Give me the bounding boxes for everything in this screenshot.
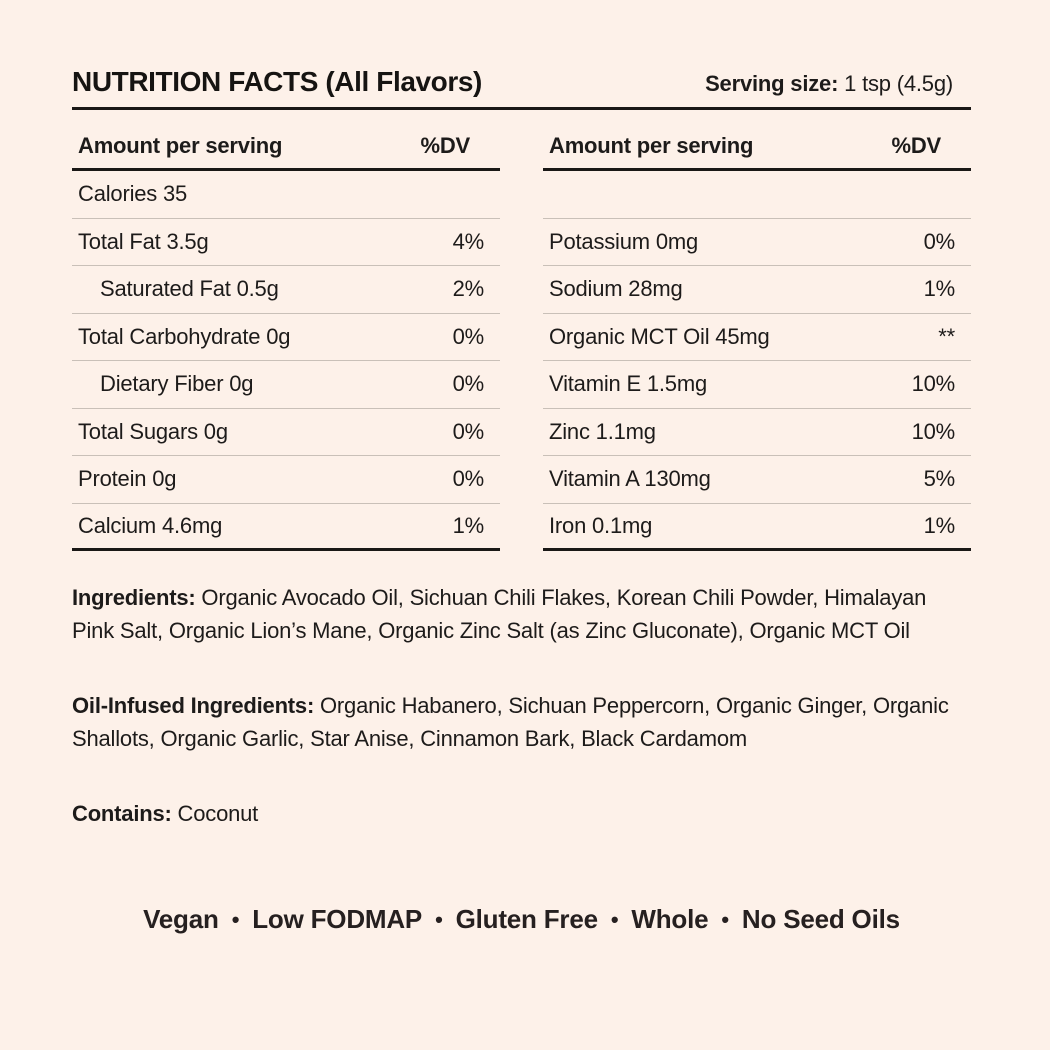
column-header-dv: %DV xyxy=(420,133,470,158)
row-label: Saturated Fat 0.5g xyxy=(100,276,279,302)
row-label: Protein 0g xyxy=(78,466,177,492)
badge-whole: Whole xyxy=(631,904,709,934)
table-row-iron xyxy=(543,504,971,552)
table-header-right xyxy=(543,110,971,171)
oil-infused-label: Oil-Infused Ingredients: xyxy=(72,693,315,718)
column-header-amount: Amount per serving xyxy=(549,133,754,158)
contains-label: Contains: xyxy=(72,801,172,826)
row-label: Total Fat 3.5g xyxy=(78,228,209,254)
column-header-dv: %DV xyxy=(891,133,941,158)
row-dv-value: 5% xyxy=(923,466,955,492)
table-row-calories xyxy=(72,171,500,219)
ingredients-text: Organic Avocado Oil, Sichuan Chili Flakes, Korean Chili Powder, Himalayan Pink Salt, Organic Lion’s Mane, Organic Zinc Salt (as Zinc Gluconate), Organic MCT Oil xyxy=(72,585,927,643)
oil-infused-text: Organic Habanero, Sichuan Peppercorn, Organic Ginger, Organic Shallots, Organic Garlic, Star Anise, Cinnamon Bark, Black Cardamom xyxy=(72,693,949,751)
table-row-calcium xyxy=(72,504,500,552)
row-label: Vitamin A 130mg xyxy=(549,466,711,492)
table-row-empty xyxy=(543,171,971,219)
badge-separator: • xyxy=(610,907,619,932)
row-label: Potassium 0mg xyxy=(549,228,699,254)
serving-size xyxy=(705,71,971,97)
row-label: Sodium 28mg xyxy=(549,276,683,302)
table-header-left xyxy=(72,110,500,171)
row-dv-value: ** xyxy=(938,323,955,349)
table-row-protein xyxy=(72,456,500,504)
label-header xyxy=(72,0,971,110)
table-row-saturated-fat xyxy=(72,266,500,314)
row-dv-value: 10% xyxy=(911,371,955,397)
nutrition-tables xyxy=(72,110,971,551)
row-dv-value: 4% xyxy=(452,228,484,254)
row-dv-value: 1% xyxy=(923,512,955,538)
badge-separator: • xyxy=(231,907,240,932)
row-dv-value: 0% xyxy=(452,466,484,492)
table-row-vitamin-a xyxy=(543,456,971,504)
table-row-potassium xyxy=(543,219,971,267)
row-label: Calories 35 xyxy=(78,181,188,207)
badge-vegan: Vegan xyxy=(143,904,219,934)
row-label: Iron 0.1mg xyxy=(549,512,653,538)
table-row-total-sugars xyxy=(72,409,500,457)
oil-infused-section xyxy=(72,689,971,755)
table-row-dietary-fiber xyxy=(72,361,500,409)
badges-bar xyxy=(72,904,971,935)
badge-separator: • xyxy=(435,907,443,932)
table-row-mct-oil xyxy=(543,314,971,362)
badge-separator: • xyxy=(721,907,729,932)
row-dv-value: 10% xyxy=(911,418,955,444)
column-header-amount: Amount per serving xyxy=(78,133,283,158)
serving-size-label: Serving size: xyxy=(705,71,839,96)
page-title: NUTRITION FACTS (All Flavors) xyxy=(72,66,482,97)
badge-gluten-free: Gluten Free xyxy=(455,904,598,934)
contains-text: Coconut xyxy=(171,801,259,826)
row-dv-value: 1% xyxy=(923,276,955,302)
serving-size-value: 1 tsp (4.5g) xyxy=(838,71,953,96)
table-row-vitamin-e xyxy=(543,361,971,409)
table-row-total-carbohydrate xyxy=(72,314,500,362)
row-label: Calcium 4.6mg xyxy=(78,512,223,538)
nutrition-table-left xyxy=(72,110,500,551)
nutrition-label xyxy=(72,0,971,935)
badge-low-fodmap: Low FODMAP xyxy=(252,904,423,934)
row-dv-value: 2% xyxy=(452,276,484,302)
table-row-zinc xyxy=(543,409,971,457)
ingredients-section xyxy=(72,581,971,647)
nutrition-table-right xyxy=(543,110,971,551)
row-dv-value: 0% xyxy=(452,371,484,397)
table-row-sodium xyxy=(543,266,971,314)
table-row-total-fat xyxy=(72,219,500,267)
row-dv-value: 1% xyxy=(452,512,484,538)
row-dv-value: 0% xyxy=(923,228,955,254)
row-label: Dietary Fiber 0g xyxy=(100,371,254,397)
row-dv-value: 0% xyxy=(452,323,484,349)
row-label: Organic MCT Oil 45mg xyxy=(549,323,770,349)
row-label: Total Carbohydrate 0g xyxy=(78,323,291,349)
ingredients-label: Ingredients: xyxy=(72,585,196,610)
row-label: Zinc 1.1mg xyxy=(549,418,656,444)
badge-no-seed-oils: No Seed Oils xyxy=(741,904,900,934)
row-label: Total Sugars 0g xyxy=(78,418,228,444)
row-label: Vitamin E 1.5mg xyxy=(549,371,708,397)
contains-section xyxy=(72,797,971,830)
row-dv-value: 0% xyxy=(452,418,484,444)
